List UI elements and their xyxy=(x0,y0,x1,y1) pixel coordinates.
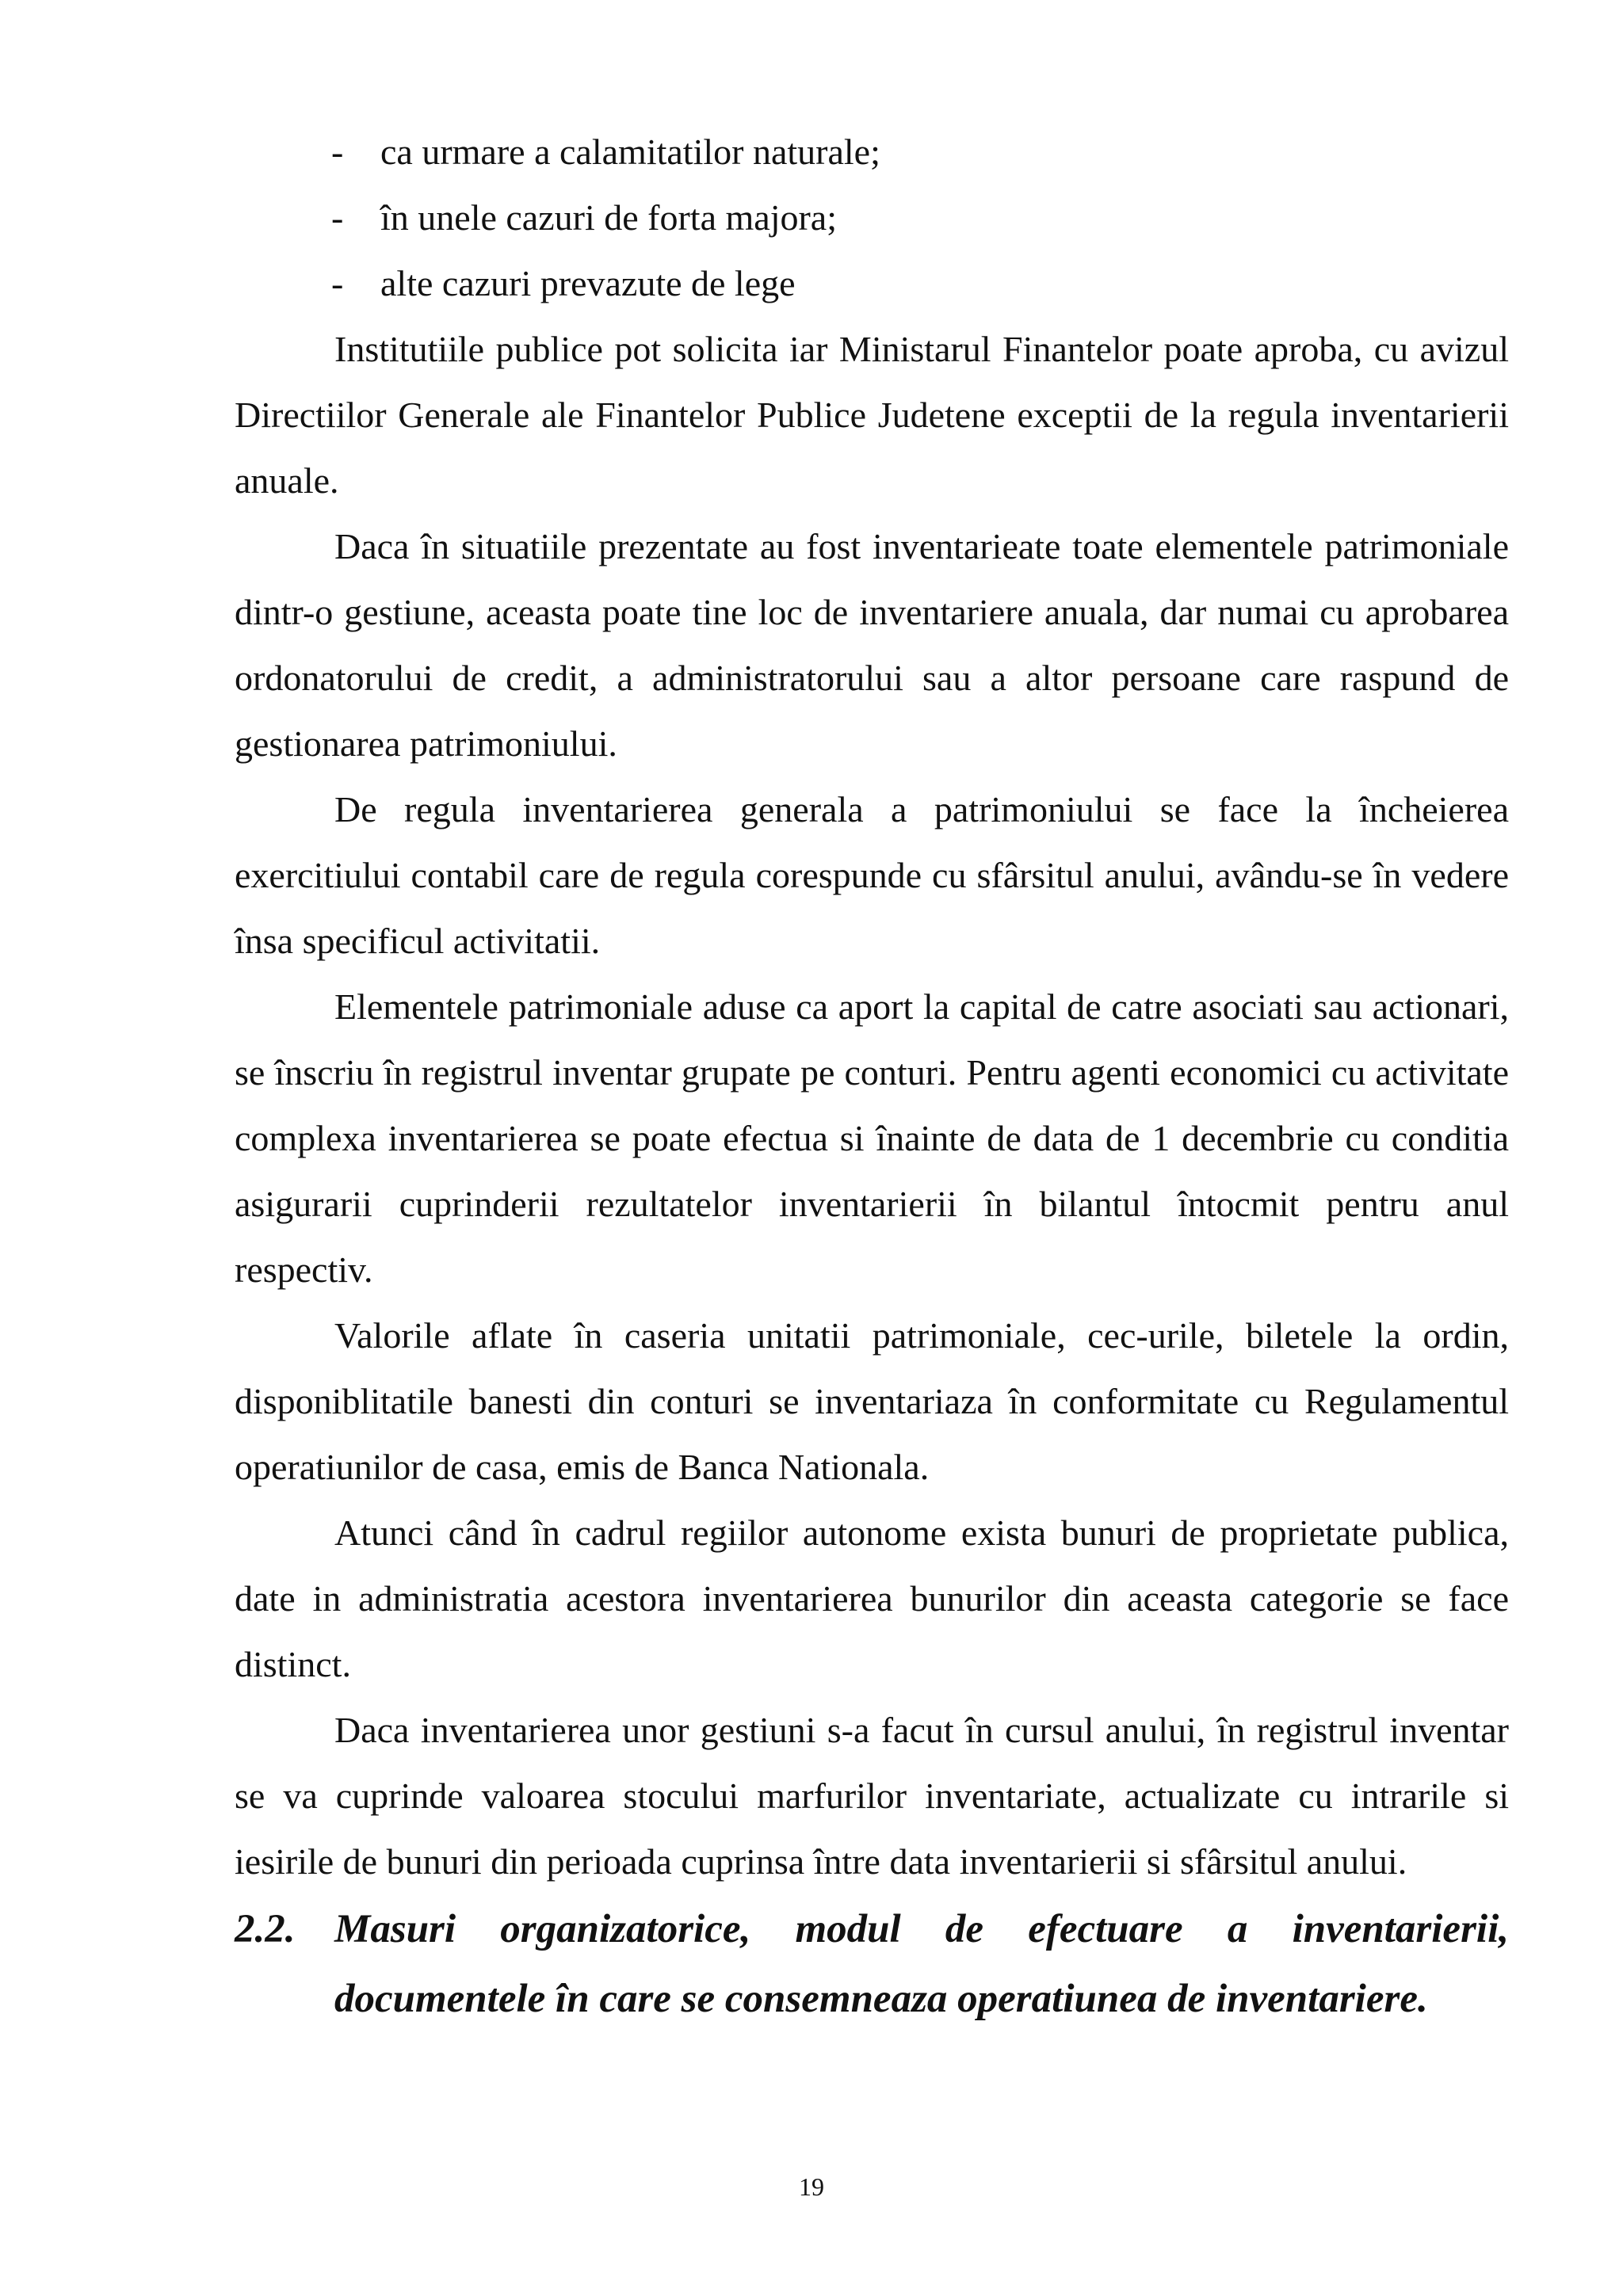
section-title xyxy=(334,1894,1509,2034)
bullet-dash: - xyxy=(331,263,344,303)
paragraph: Daca în situatiile prezentate au fost inventarieate toate elementele patrimoniale dintr-o gestiune, aceasta poate tine loc de inventariere anuala, dar numai cu aprobarea ordonatorului de credit, a administratorului sau a altor persoane care raspund de gestionarea patrimoniului. xyxy=(235,526,1509,764)
bullet-item xyxy=(235,119,1509,185)
bullet-item xyxy=(235,185,1509,250)
bullet-text: ca urmare a calamitatilor naturale; xyxy=(380,132,880,172)
paragraph: Daca inventarierea unor gestiuni s-a facut în cursul anului, în registrul inventar se va cuprinde valoarea stocului marfurilor inventariate, actualizate cu intrarile si iesirile de bunuri din perioada cuprinsa între data inventarierii si sfârsitul anului. xyxy=(235,1710,1509,1882)
bullet-text: alte cazuri prevazute de lege xyxy=(380,263,796,303)
page-body xyxy=(235,119,1509,2034)
bullet-dash: - xyxy=(331,132,344,172)
section-number: 2.2. xyxy=(235,1907,296,1951)
paragraph: Institutiile publice pot solicita iar Ministarul Finantelor poate aproba, cu avizul Directiilor Generale ale Finantelor Publice Judetene exceptii de la regula inventarierii anuale. xyxy=(235,329,1509,501)
section-heading xyxy=(235,1894,1509,2034)
paragraph: Valorile aflate în caseria unitatii patrimoniale, cec-urile, biletele la ordin, disponiblitatile banesti din conturi se inventariaza în conformitate cu Regulamentul operatiunilor de casa, emis de Banca Nationala. xyxy=(235,1315,1509,1487)
page-number: 19 xyxy=(799,2172,824,2201)
paragraph: De regula inventarierea generala a patrimoniului se face la încheierea exercitiului contabil care de regula corespunde cu sfârsitul anului, avându-se în vedere însa specificul activitatii. xyxy=(235,789,1509,961)
bullet-item xyxy=(235,250,1509,316)
bullet-dash: - xyxy=(331,197,344,238)
section-title-line-2: documentele în care se consemneaza operatiunea de inventariere. xyxy=(334,1977,1428,2021)
bullet-text: în unele cazuri de forta majora; xyxy=(380,197,837,238)
paragraph: Atunci când în cadrul regiilor autonome exista bunuri de proprietate publica, date in administratia acestora inventarierea bunurilor din aceasta categorie se face distinct. xyxy=(235,1512,1509,1684)
paragraph: Elementele patrimoniale aduse ca aport la capital de catre asociati sau actionari, se înscriu în registrul inventar grupate pe conturi. Pentru agenti economici cu activitate complexa inventarierea se poate efectua si înainte de data de 1 decembrie cu conditia asigurarii cuprinderii rezultatelor inventarierii în bilantul întocmit pentru anul respectiv. xyxy=(235,986,1509,1290)
section-title-line-1: Masuri organizatorice, modul de efectuare a inventarierii, xyxy=(334,1907,1509,1951)
